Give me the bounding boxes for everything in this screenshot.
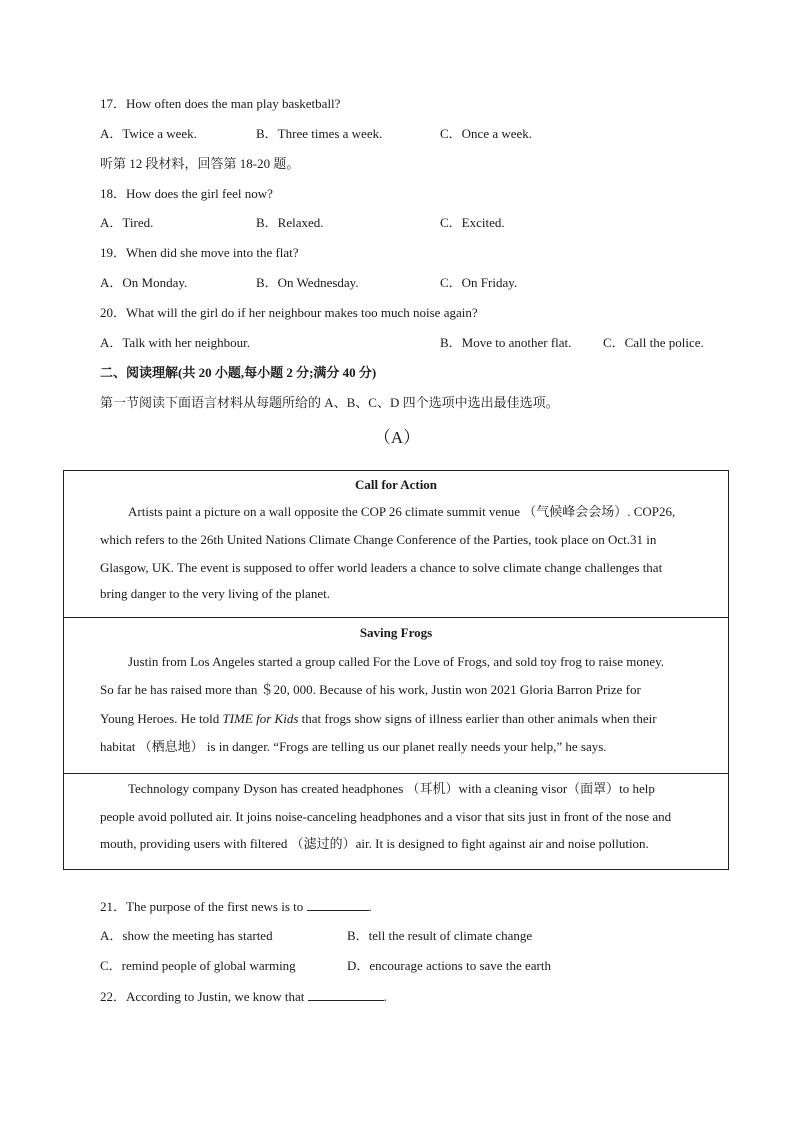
news-text-line: habitat （栖息地） is in danger. “Frogs are telling us our planet really needs your help,” he says. (100, 739, 607, 754)
question-17-option-a: A．Twice a week. (100, 126, 197, 141)
passage-label: （A） (373, 428, 421, 447)
magazine-title: TIME for Kids (222, 711, 299, 726)
question-21-period: . (368, 899, 372, 914)
question-18-stem: 18．How does the girl feel now? (100, 186, 273, 201)
news-text-line: bring danger to the very living of the planet. (100, 586, 330, 601)
question-22-text: 22．According to Justin, we know that (100, 989, 305, 1004)
question-17-stem: 17．How often does the man play basketball? (100, 96, 341, 111)
question-20-option-a: A．Talk with her neighbour. (100, 335, 251, 350)
news-text-line: mouth, providing users with filtered （滤过的）air. It is designed to fight against air and noise pollution. (100, 836, 649, 851)
news-text-line: which refers to the 26th United Nations Climate Change Conference of the Parties, took place on Oct.31 in (100, 532, 657, 547)
news-text-line: So far he has raised more than ＄20, 000. Because of his work, Justin won 2021 Gloria Barron Prize for (100, 682, 641, 697)
question-19-option-a: A．On Monday. (100, 275, 188, 290)
news-text-segment: that frogs show signs of illness earlier than other animals when their (298, 711, 657, 726)
answer-blank (307, 898, 369, 911)
question-19-option-b: B．On Wednesday. (256, 275, 359, 290)
question-21-option-a: A．show the meeting has started (100, 928, 273, 943)
question-17-option-c: C．Once a week. (440, 126, 533, 141)
news-text-line (100, 711, 657, 727)
news-box-saving-frogs (63, 617, 729, 774)
news-text-line: Artists paint a picture on a wall opposite the COP 26 climate summit venue （气候峰会会场）. COP26, (128, 504, 676, 519)
question-19-option-c: C．On Friday. (440, 275, 518, 290)
news-text-segment: Young Heroes. He told (100, 711, 223, 726)
reading-instruction: 第一节阅读下面语言材料从每题所给的 A、B、C、D 四个选项中选出最佳选项。 (100, 395, 559, 410)
question-21-stem (100, 898, 372, 915)
news-text-line: Technology company Dyson has created headphones （耳机）with a cleaning visor（面罩）to help (128, 781, 655, 796)
question-20-option-b: B．Move to another flat. (440, 335, 572, 350)
news-box-call-for-action (63, 470, 729, 618)
question-17-option-b: B．Three times a week. (256, 126, 383, 141)
question-20-option-c: C．Call the police. (603, 335, 704, 350)
question-20-stem: 20．What will the girl do if her neighbour makes too much noise again? (100, 305, 478, 320)
question-19-stem: 19．When did she move into the flat? (100, 245, 299, 260)
news-box-dyson-headphones (63, 773, 729, 870)
news-text-line: people avoid polluted air. It joins noise-canceling headphones and a visor that sits just in front of the nose and (100, 809, 672, 824)
material-12-instruction: 听第 12 段材料，回答第 18-20 题。 (100, 156, 300, 171)
question-21-option-d: D．encourage actions to save the earth (347, 958, 551, 973)
reading-section-heading: 二、阅读理解(共 20 小题,每小题 2 分;满分 40 分) (100, 365, 377, 380)
news-text-line: Glasgow, UK. The event is supposed to offer world leaders a chance to solve climate change challenges that (100, 560, 663, 575)
question-22-stem (100, 988, 387, 1005)
question-21-option-b: B．tell the result of climate change (347, 928, 533, 943)
question-22-period: . (383, 989, 387, 1004)
question-18-option-a: A．Tired. (100, 215, 154, 230)
news-title-call-for-action: Call for Action (354, 477, 438, 492)
answer-blank (308, 988, 384, 1001)
question-21-text: 21．The purpose of the first news is to (100, 899, 304, 914)
news-title-saving-frogs: Saving Frogs (359, 625, 433, 640)
question-18-option-c: C．Excited. (440, 215, 505, 230)
question-18-option-b: B．Relaxed. (256, 215, 324, 230)
news-text-line: Justin from Los Angeles started a group called For the Love of Frogs, and sold toy frog to raise money. (128, 654, 665, 669)
question-21-option-c: C．remind people of global warming (100, 958, 296, 973)
